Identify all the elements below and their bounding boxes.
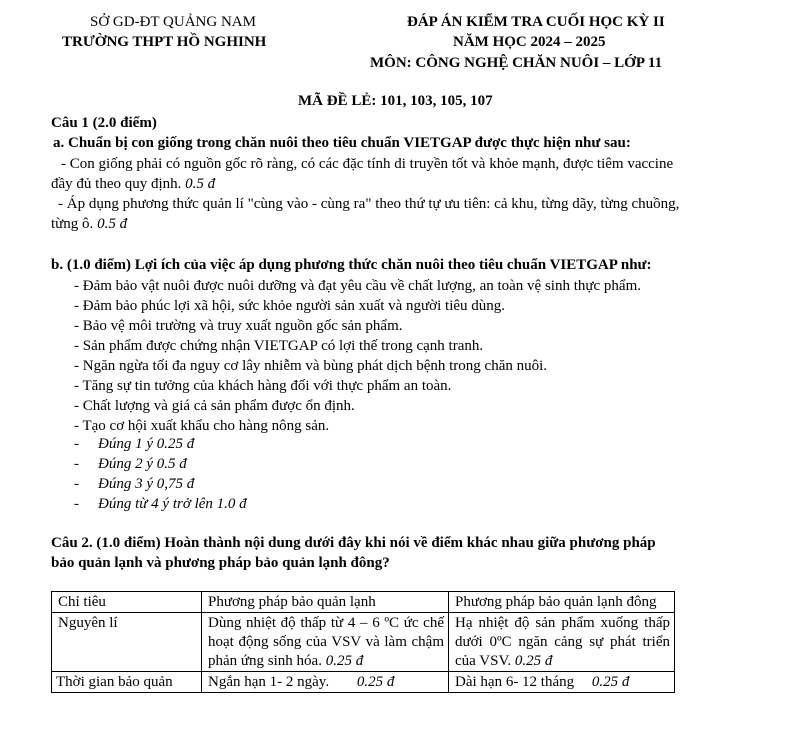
cell-text: Dài hạn 6- 12 tháng (455, 674, 575, 690)
table-row (52, 672, 675, 693)
scoring-item (74, 494, 247, 514)
bullet-dash: - (74, 496, 79, 512)
table-cell: Nguyên lí (52, 613, 202, 672)
question-1a-point-1-line-2 (51, 176, 215, 193)
scoring-text: Đúng từ 4 ý trở lên 1.0 đ (98, 496, 247, 512)
subject-title: MÔN: CÔNG NGHỆ CHĂN NUÔI – LỚP 11 (370, 55, 663, 71)
document-title: ĐÁP ÁN KIỂM TRA CUỐI HỌC KỲ II (407, 14, 665, 30)
question-1a-point-2-line-2 (51, 216, 127, 233)
department-name: SỞ GD-ĐT QUẢNG NAM (90, 14, 256, 30)
bullet-dash: - (74, 476, 79, 492)
question-1a-point-1-line-1: - Con giống phải có nguồn gốc rõ ràng, có các đặc tính di truyền tốt và khỏe mạnh, được tiêm vaccine (61, 156, 674, 172)
question-1b-title: b. (1.0 điểm) Lợi ích của việc áp dụng phương thức chăn nuôi theo tiêu chuẩn VIETGAP như: (51, 257, 652, 273)
table-cell (449, 672, 675, 693)
table-cell (202, 672, 449, 693)
question-1-title: Câu 1 (2.0 điểm) (51, 115, 157, 131)
point-text: đầy đủ theo quy định. (51, 176, 182, 192)
cell-score: 0.25 đ (356, 674, 395, 690)
table-header-cell: Chỉ tiêu (52, 592, 202, 613)
bullet-dash: - (74, 436, 79, 452)
table-cell (202, 613, 449, 672)
cell-score: 0.25 đ (514, 653, 553, 669)
table-cell (449, 613, 675, 672)
question-2-title-line-2: bảo quản lạnh và phương pháp bảo quản lạnh đông? (51, 555, 390, 571)
cell-text: Hạ nhiệt độ sản phẩm xuống thấp dưới 0ºC ngăn cảng sự phát triển của VSV. (455, 615, 670, 669)
cell-score: 0.25 đ (325, 653, 364, 669)
table-header-cell: Phương pháp bảo quản lạnh (202, 592, 449, 613)
school-year: NĂM HỌC 2024 – 2025 (453, 34, 606, 50)
school-name: TRƯỜNG THPT HỒ NGHINH (62, 34, 267, 50)
bullet-dash: - (74, 456, 79, 472)
question-1a-point-2-line-1: - Áp dụng phương thức quản lí "cùng vào - cùng ra" theo thứ tự ưu tiên: cả khu, từng dãy, từng chuồng, (58, 196, 680, 212)
table-header-row (52, 592, 675, 613)
comparison-table (51, 591, 675, 693)
list-item: - Đảm bảo phúc lợi xã hội, sức khỏe người sản xuất và người tiêu dùng. (74, 298, 506, 314)
point-score: 0.5 đ (97, 216, 128, 232)
scoring-text: Đúng 3 ý 0,75 đ (98, 476, 195, 492)
list-item: - Bảo vệ môi trường và truy xuất nguồn gốc sản phẩm. (74, 318, 403, 334)
list-item: - Tăng sự tin tưởng của khách hàng đối với thực phẩm an toàn. (74, 378, 452, 394)
question-2-title-line-1: Câu 2. (1.0 điểm) Hoàn thành nội dung dưới đây khi nói về điểm khác nhau giữa phương pháp (51, 535, 656, 551)
exam-code: MÃ ĐỀ LẺ: 101, 103, 105, 107 (298, 93, 493, 109)
scoring-item (74, 454, 187, 474)
scoring-item (74, 474, 194, 494)
list-item: - Tạo cơ hội xuất khẩu cho hàng nông sản. (74, 418, 330, 434)
point-text: từng ô. (51, 216, 94, 232)
scoring-item (74, 434, 194, 454)
table-row (52, 613, 675, 672)
scoring-text: Đúng 1 ý 0.25 đ (98, 436, 195, 452)
list-item: - Ngăn ngừa tối đa nguy cơ lây nhiễm và bùng phát dịch bệnh trong chăn nuôi. (74, 358, 548, 374)
cell-text: Dùng nhiệt độ thấp từ 4 – 6 ºC ức chế hoạt động sống của VSV và làm chậm phản ứng sinh hóa. (208, 615, 444, 669)
scoring-text: Đúng 2 ý 0.5 đ (98, 456, 187, 472)
table-header-cell: Phương pháp bảo quản lạnh đông (449, 592, 675, 613)
list-item: - Chất lượng và giá cả sản phẩm được ổn định. (74, 398, 355, 414)
list-item: - Đảm bảo vật nuôi được nuôi dưỡng và đạt yêu cầu về chất lượng, an toàn vệ sinh thực phẩm. (74, 278, 642, 294)
table-cell: Thời gian bảo quản (52, 672, 202, 693)
cell-score: 0.25 đ (591, 674, 630, 690)
cell-text: Ngắn hạn 1- 2 ngày. (208, 674, 330, 690)
point-score: 0.5 đ (185, 176, 216, 192)
list-item: - Sản phẩm được chứng nhận VIETGAP có lợi thế trong cạnh tranh. (74, 338, 484, 354)
question-1a-title: a. Chuẩn bị con giống trong chăn nuôi theo tiêu chuẩn VIETGAP được thực hiện như sau: (53, 135, 631, 151)
